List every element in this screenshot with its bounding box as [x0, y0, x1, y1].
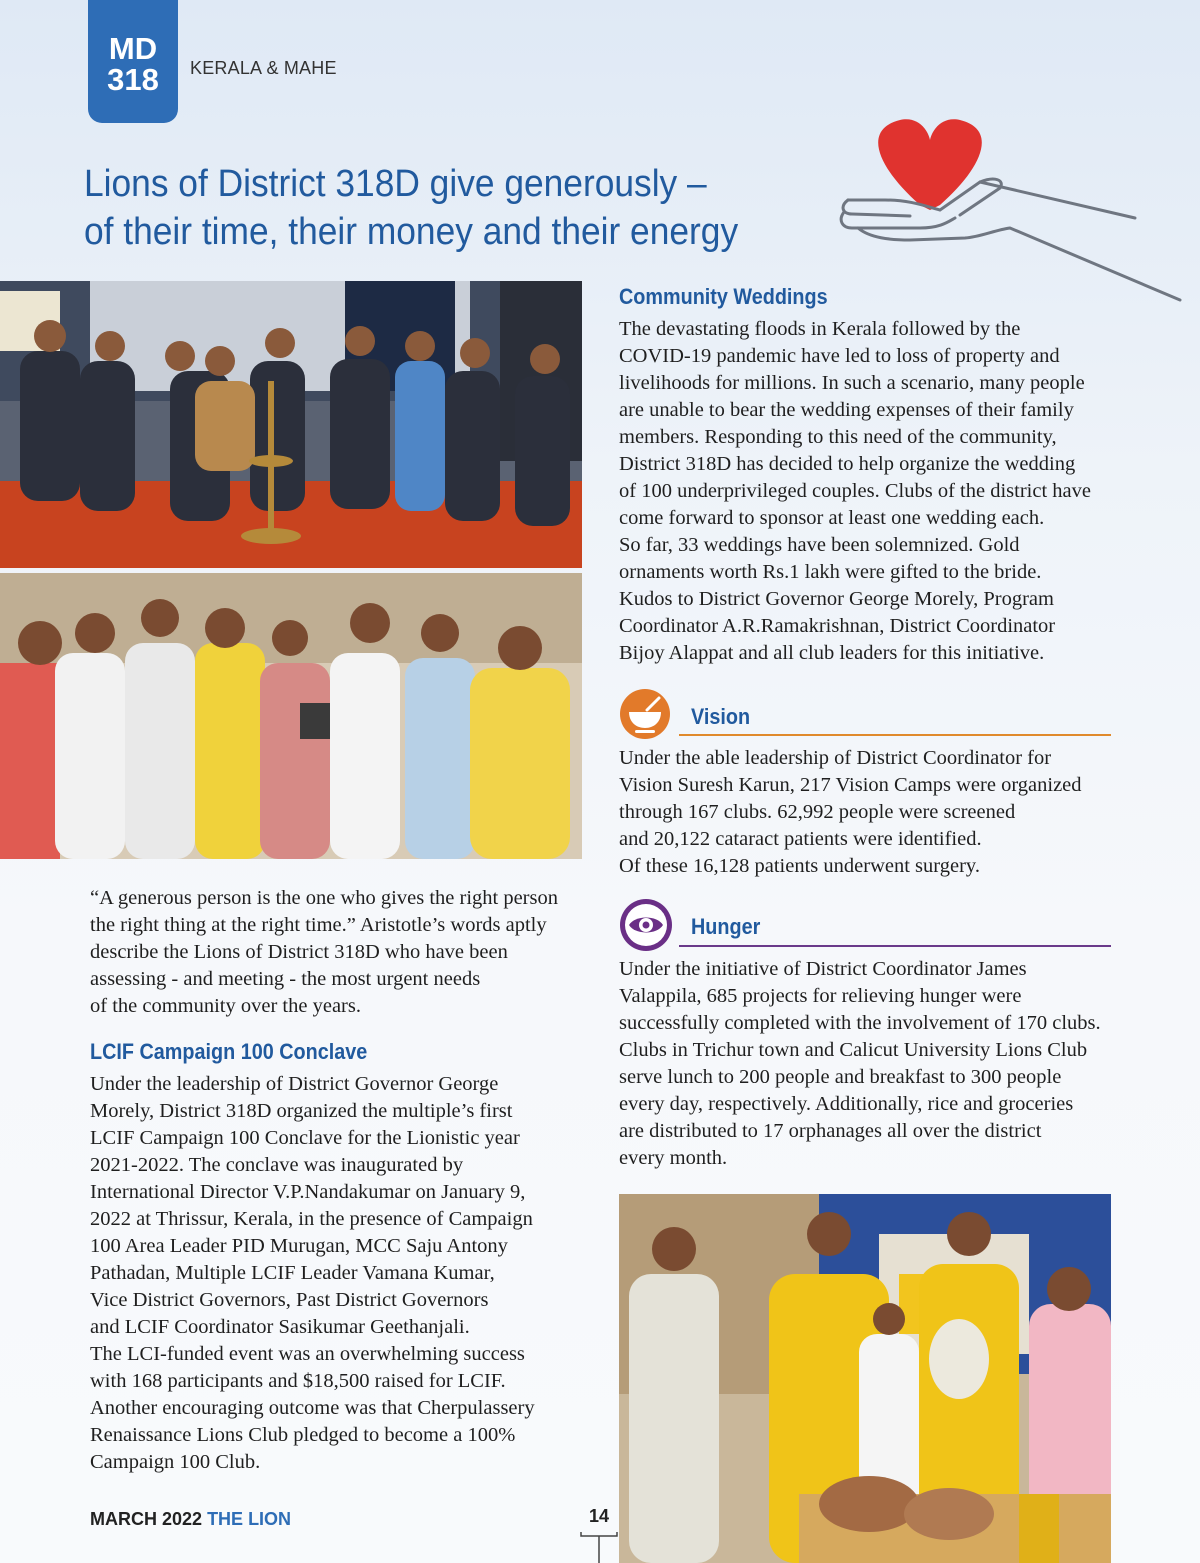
paragraph-line: serve lunch to 200 people and breakfast to 300 people [619, 1066, 1062, 1088]
quote-line: the right thing at the right time.” Aristotle’s words aptly [90, 914, 547, 936]
paragraph-line: and 20,122 cataract patients were identified. [619, 828, 982, 850]
paragraph-line: ornaments worth Rs.1 lakh were gifted to the bride. [619, 561, 1042, 583]
heart-hand-illustration [830, 110, 1200, 310]
quote-line: “A generous person is the one who gives the right person [90, 887, 558, 909]
hunger-section-body [619, 956, 1119, 1172]
hunger-section-title: Hunger [691, 914, 761, 939]
issue-date: MARCH 2022 [90, 1509, 203, 1529]
paragraph-line: Valappila, 685 projects for relieving hunger were [619, 985, 1022, 1007]
paragraph-line: Kudos to District Governor George Morely, Program [619, 588, 1054, 610]
paragraph-line: Morely, District 318D organized the multiple’s first [90, 1100, 513, 1122]
paragraph-line: every month. [619, 1147, 728, 1169]
headline-line-1: Lions of District 318D give generously – [84, 163, 707, 205]
paragraph-line: Vice District Governors, Past District Governors [90, 1289, 489, 1311]
district-tab [88, 0, 178, 123]
vision-section-title: Vision [691, 704, 751, 729]
page-headline [84, 160, 754, 256]
paragraph-line: 2021-2022. The conclave was inaugurated by [90, 1154, 464, 1176]
food-distribution-photo [619, 1194, 1111, 1563]
hunger-rule [679, 945, 1111, 947]
paragraph-line: every day, respectively. Additionally, rice and groceries [619, 1093, 1074, 1115]
quote-line: of the community over the years. [90, 995, 361, 1017]
paragraph-line: Renaissance Lions Club pledged to become a 100% [90, 1424, 516, 1446]
headline-line-2: of their time, their money and their energy [84, 211, 739, 253]
paragraph-line: come forward to sponsor at least one wedding each. [619, 507, 1045, 529]
vision-rule [679, 734, 1111, 736]
footer-credit [90, 1509, 291, 1530]
paragraph-line: through 167 clubs. 62,992 people were screened [619, 801, 1016, 823]
paragraph-line: Campaign 100 Club. [90, 1451, 261, 1473]
paragraph-line: Of these 16,128 patients underwent surgery. [619, 855, 980, 877]
eye-icon [619, 898, 673, 952]
magazine-name: THE LION [207, 1509, 292, 1529]
conclave-photo [0, 281, 582, 568]
vision-section-body [619, 745, 1119, 880]
paragraph-line: District 318D has decided to help organize the wedding [619, 453, 1076, 475]
weddings-section-title: Community Weddings [619, 284, 828, 309]
paragraph-line: with 168 participants and $18,500 raised for LCIF. [90, 1370, 506, 1392]
page-number: 14 [588, 1506, 610, 1526]
felicitation-photo [0, 573, 582, 859]
hunger-section-header [619, 898, 1111, 952]
paragraph-line: and LCIF Coordinator Sasikumar Geethanjali. [90, 1316, 470, 1338]
vision-section-header [619, 688, 1111, 738]
paragraph-line: livelihoods for millions. In such a scenario, many people [619, 372, 1085, 394]
paragraph-line: 2022 at Thrissur, Kerala, in the presence of Campaign [90, 1208, 533, 1230]
paragraph-line: So far, 33 weddings have been solemnized. Gold [619, 534, 1020, 556]
paragraph-line: are unable to bear the wedding expenses of their family [619, 399, 1074, 421]
paragraph-line: COVID-19 pandemic have led to loss of property and [619, 345, 1060, 367]
paragraph-line: Clubs in Trichur town and Calicut University Lions Club [619, 1039, 1088, 1061]
paragraph-line: are distributed to 17 orphanages all over the district [619, 1120, 1042, 1142]
paragraph-line: Pathadan, Multiple LCIF Leader Vamana Kumar, [90, 1262, 495, 1284]
weddings-section-body [619, 316, 1119, 667]
page-marker-icon [579, 1530, 619, 1563]
heart-hand-icon [830, 110, 1200, 310]
region-label: KERALA & MAHE [190, 58, 337, 78]
paragraph-line: The LCI-funded event was an overwhelming success [90, 1343, 525, 1365]
district-tab-md: MD [108, 31, 158, 66]
paragraph-line: Vision Suresh Karun, 217 Vision Camps were organized [619, 774, 1082, 796]
paragraph-line: Coordinator A.R.Ramakrishnan, District Coordinator [619, 615, 1056, 637]
paragraph-line: members. Responding to this need of the community, [619, 426, 1057, 448]
paragraph-line: of 100 underprivileged couples. Clubs of the district have [619, 480, 1091, 502]
paragraph-line: 100 Area Leader PID Murugan, MCC Saju Antony [90, 1235, 508, 1257]
lcif-section-body [90, 1071, 590, 1476]
paragraph-line: Under the leadership of District Governor George [90, 1073, 499, 1095]
paragraph-line: Under the able leadership of District Coordinator for [619, 747, 1052, 769]
paragraph-line: Another encouraging outcome was that Cherpulassery [90, 1397, 535, 1419]
paragraph-line: LCIF Campaign 100 Conclave for the Lionistic year [90, 1127, 520, 1149]
paragraph-line: Bijoy Alappat and all club leaders for this initiative. [619, 642, 1045, 664]
district-tab-number: 318 [107, 62, 159, 97]
paragraph-line: The devastating floods in Kerala followed by the [619, 318, 1021, 340]
paragraph-line: International Director V.P.Nandakumar on January 9, [90, 1181, 526, 1203]
paragraph-line: successfully completed with the involvement of 170 clubs. [619, 1012, 1101, 1034]
bowl-icon [619, 688, 671, 740]
intro-quote [90, 885, 590, 1020]
quote-line: assessing - and meeting - the most urgent needs [90, 968, 481, 990]
lcif-section-title: LCIF Campaign 100 Conclave [90, 1039, 368, 1064]
quote-line: describe the Lions of District 318D who have been [90, 941, 508, 963]
paragraph-line: Under the initiative of District Coordinator James [619, 958, 1027, 980]
